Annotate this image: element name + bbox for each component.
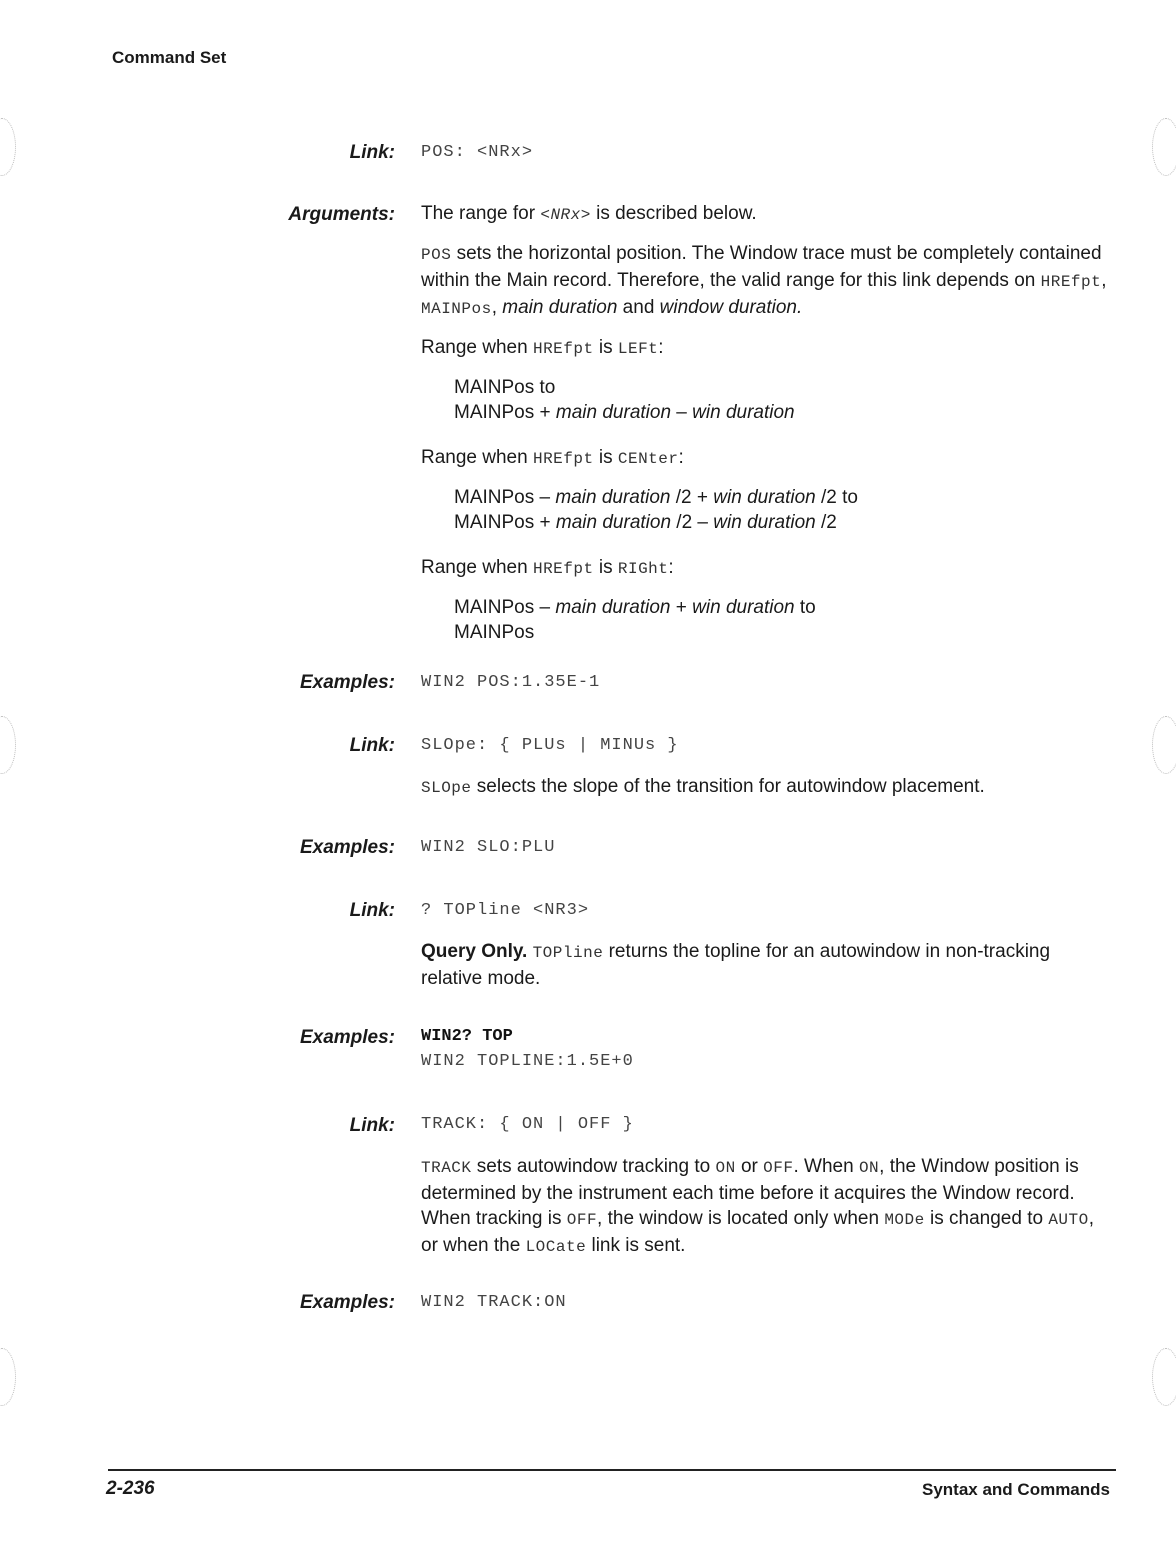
examples-label-slope: Examples:	[299, 837, 395, 858]
footer-section-title: Syntax and Commands	[922, 1480, 1110, 1499]
range-right-heading: Range when HREfpt is RIGht:	[421, 557, 674, 578]
pos-description: POS sets the horizontal position. The Window trace must be completely contained within the Main record. Therefore, the valid range for this link depends on HREfpt, MAINPos, main duration and window duration.	[421, 243, 1107, 318]
link-syntax-slope: SLOpe: { PLUs | MINUs }	[421, 736, 679, 755]
binder-hole-left-3	[0, 1348, 16, 1406]
arguments-intro: The range for <NRx> is described below.	[421, 203, 757, 224]
link-syntax-track: TRACK: { ON | OFF }	[421, 1115, 634, 1134]
slope-description: SLOpe selects the slope of the transition for autowindow placement.	[421, 776, 985, 797]
range-center-formula: MAINPos – main duration /2 + win duration /2 to MAINPos + main duration /2 – win duration /2	[454, 487, 858, 533]
range-right-formula: MAINPos – main duration + win duration to MAINPos	[454, 597, 816, 643]
topline-description: Query Only. TOPline returns the topline for an autowindow in non-tracking relative mode.	[421, 941, 1051, 989]
examples-label-topline: Examples:	[299, 1027, 395, 1048]
examples-label-pos: Examples:	[299, 672, 395, 693]
link-label-slope: Link:	[349, 735, 395, 756]
link-syntax-topline: ? TOPline <NR3>	[421, 901, 590, 920]
example-slope: WIN2 SLO:PLU	[421, 838, 556, 857]
binder-hole-left-1	[0, 118, 16, 176]
link-syntax-pos: POS: <NRx>	[421, 143, 534, 162]
arguments-label: Arguments:	[288, 204, 395, 225]
link-label-track: Link:	[349, 1115, 395, 1136]
link-label-pos: Link:	[349, 142, 395, 163]
example-track: WIN2 TRACK:ON	[421, 1293, 567, 1312]
binder-hole-right-1	[1152, 118, 1176, 176]
binder-hole-right-2	[1152, 716, 1176, 774]
example-topline	[421, 1024, 1111, 1074]
range-left-formula: MAINPos to MAINPos + main duration – win duration	[454, 377, 795, 423]
example-topline-response: WIN2 TOPLINE:1.5E+0	[421, 1052, 634, 1071]
examples-label-track: Examples:	[299, 1292, 395, 1313]
track-description: TRACK sets autowindow tracking to ON or OFF. When ON, the Window position is determined by the instrument each time before it acquires the Window record. When tracking is OFF, the window is located only when MODe is changed to AUTO, or when the LOCate link is sent.	[421, 1156, 1095, 1256]
range-left-heading: Range when HREfpt is LEFt:	[421, 337, 664, 358]
example-pos: WIN2 POS:1.35E-1	[421, 673, 601, 692]
link-label-topline: Link:	[349, 900, 395, 921]
footer-rule	[108, 1469, 1116, 1471]
page-number: 2-236	[106, 1478, 155, 1499]
binder-hole-right-3	[1152, 1348, 1176, 1406]
range-center-heading: Range when HREfpt is CENter:	[421, 447, 684, 468]
example-topline-query: WIN2? TOP	[421, 1027, 513, 1046]
running-header: Command Set	[112, 48, 227, 67]
arguments-block	[421, 201, 1111, 665]
binder-hole-left-2	[0, 716, 16, 774]
